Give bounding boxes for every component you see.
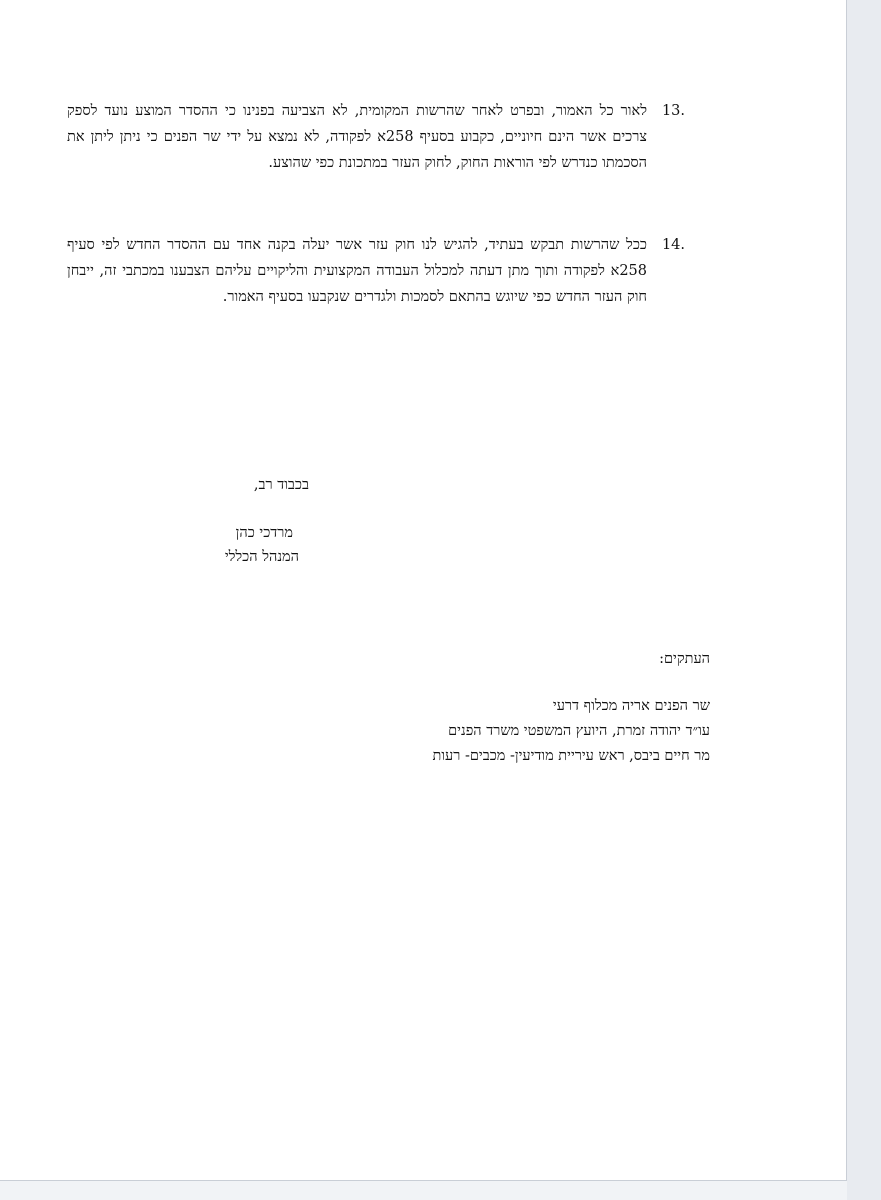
copies-heading: העתקים:: [659, 651, 710, 667]
paragraph-text: לאור כל האמור, ובפרט לאחר שהרשות המקומית, לא הצביעה בפנינו כי ההסדר המוצע נועד לספק צרכים אשר הינם חיוניים, כקבוע בסעיף 258א לפקודה, לא נמצא על ידי שר הפנים כי ניתן ליתן את הסכמתו כנדרש לפי הוראות החוק, לחוק העזר במתכונת כפי שהוצע.: [67, 103, 647, 171]
paragraph-number: 13.: [661, 103, 685, 119]
paragraph-text: ככל שהרשות תבקש בעתיד, להגיש לנו חוק עזר אשר יעלה בקנה אחד עם ההסדר החדש לפי סעיף 258א לפקודה ותוך מתן דעתה למכלול העבודה המקצועית והליקויים עליהם הצבענו במכתבי זה, ייבחן חוק העזר החדש כפי שיוגש בהתאם לסמכות ולגדרים שנקבעו בסעיף האמור.: [67, 237, 647, 305]
viewer-bottom-margin: [0, 1181, 847, 1200]
paragraph-number: 14.: [661, 237, 685, 253]
signer-title: המנהל הכללי: [224, 549, 299, 565]
copy-recipient: עו״ד יהודה זמרת, היועץ המשפטי משרד הפנים: [448, 723, 710, 739]
copy-recipient: שר הפנים אריה מכלוף דרעי: [552, 698, 710, 714]
copy-recipient: מר חיים ביבס, ראש עיריית מודיעין- מכבים- רעות: [432, 748, 710, 764]
viewer-background: [847, 0, 881, 1200]
paragraph-13: [67, 98, 685, 176]
closing-salutation: בכבוד רב,: [253, 477, 309, 493]
paragraph-14: [67, 232, 685, 310]
copies-list: [432, 694, 710, 769]
signer-name: מרדכי כהן: [235, 525, 293, 541]
